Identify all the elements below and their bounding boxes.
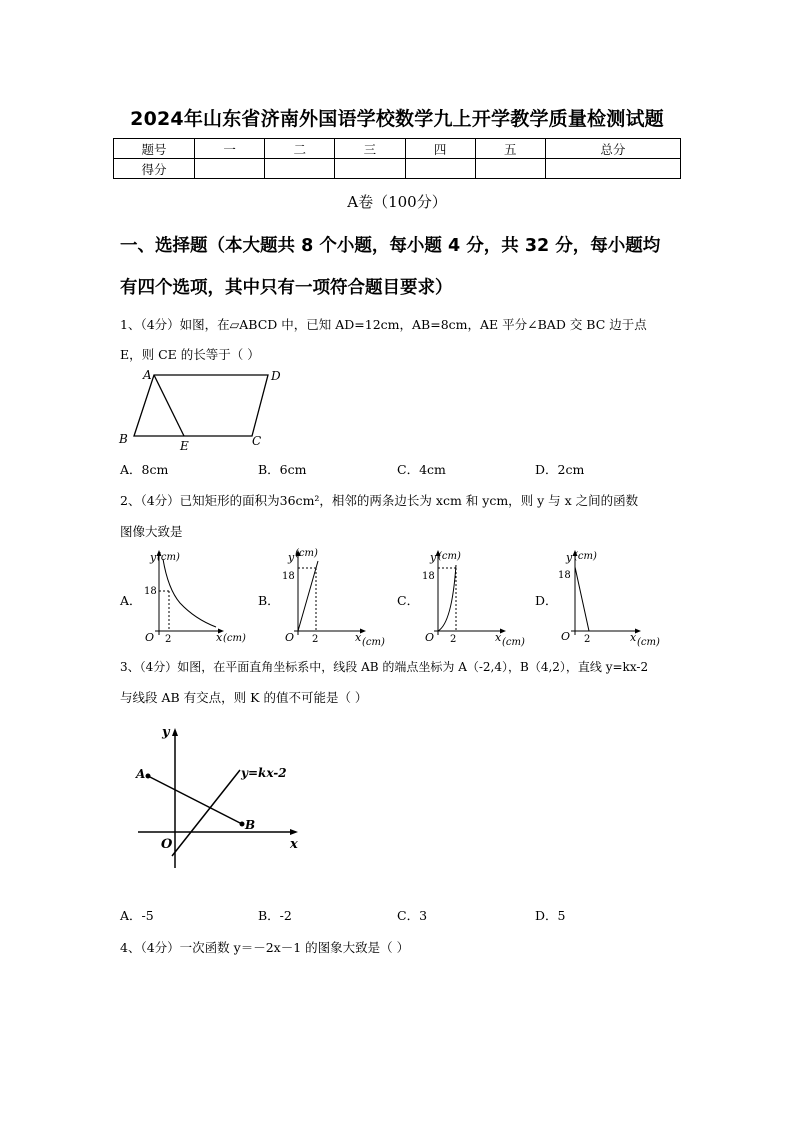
axis-label-y: y: [162, 725, 170, 740]
origin-label: O: [161, 837, 173, 852]
q1-option-c[interactable]: C．4cm: [397, 462, 446, 477]
axis-unit-y: (cm): [574, 551, 597, 562]
q3-coordinate-figure: [130, 720, 310, 880]
origin-label: O: [145, 631, 155, 644]
table-cell-blank: [195, 159, 265, 179]
tick-x: 2: [165, 634, 172, 645]
axis-label-y: y: [150, 551, 157, 564]
q2-graph-d: [557, 545, 672, 647]
part-heading-line2: 有四个选项，其中只有一项符合题目要求）: [120, 278, 453, 298]
tick-y: 18: [282, 571, 295, 582]
table-row: [114, 139, 681, 159]
label-E: E: [180, 439, 189, 453]
table-cell: 五: [475, 139, 545, 159]
table-cell: 题号: [114, 139, 195, 159]
label-A: A: [143, 368, 152, 382]
table-cell-blank: [335, 159, 405, 179]
tick-x: 2: [450, 634, 457, 645]
table-cell-blank: [405, 159, 475, 179]
q3-option-d[interactable]: D．5: [535, 908, 566, 923]
table-cell-blank: [545, 159, 680, 179]
axis-label-y: y: [430, 551, 437, 564]
label-D: D: [271, 369, 281, 383]
q4-text-line1: 4、（4分）一次函数 y＝－2x－1 的图象大致是（ ）: [120, 940, 410, 955]
table-cell: 三: [335, 139, 405, 159]
axis-unit-y: (cm): [157, 552, 180, 563]
label-C: C: [252, 434, 262, 448]
origin-label: O: [561, 630, 571, 643]
tick-y: 18: [144, 586, 157, 597]
q2-text-line2: 图像大致是: [120, 524, 183, 539]
q2-graph-a: [140, 545, 255, 647]
q2-option-d[interactable]: D．: [535, 593, 558, 608]
tick-x: 2: [312, 634, 319, 645]
part-heading-line1: 一、选择题（本大题共 8 个小题，每小题 4 分，共 32 分，每小题均: [120, 236, 661, 256]
tick-y: 18: [558, 570, 571, 581]
q1-parallelogram-figure: [112, 364, 292, 456]
q2-text-line1: 2、（4分）已知矩形的面积为36cm²，相邻的两条边长为 xcm 和 ycm，则 y 与 x 之间的函数: [120, 493, 639, 508]
axis-unit-x: (cm): [362, 637, 385, 647]
axis-label-y: y: [288, 551, 295, 564]
q2-option-c[interactable]: C．: [397, 593, 420, 608]
table-cell: 得分: [114, 159, 195, 179]
section-title: A卷（100分）: [347, 193, 447, 211]
axis-label-x: x: [355, 631, 362, 644]
q2-graph-b: [282, 545, 397, 647]
table-cell-blank: [475, 159, 545, 179]
point-b-label: B: [245, 818, 256, 832]
q1-option-a[interactable]: A．8cm: [120, 462, 169, 477]
origin-label: O: [425, 631, 435, 644]
origin-label: O: [285, 631, 295, 644]
score-table: [113, 138, 681, 179]
label-B: B: [119, 432, 128, 446]
q1-text-line2: E，则 CE 的长等于（ ）: [120, 347, 260, 362]
q2-graph-c: [422, 545, 537, 647]
table-cell: 二: [265, 139, 335, 159]
q1-option-b[interactable]: B．6cm: [258, 462, 307, 477]
line-label: y=kx-2: [241, 766, 287, 780]
axis-label-x: x: [630, 631, 637, 644]
point-a-label: A: [136, 767, 146, 781]
table-cell: 总分: [545, 139, 680, 159]
table-row: [114, 159, 681, 179]
axis-unit-x: (cm): [223, 633, 246, 644]
table-cell: 四: [405, 139, 475, 159]
axis-unit-y: (cm): [295, 548, 318, 559]
axis-unit-x: (cm): [502, 637, 525, 647]
table-cell-blank: [265, 159, 335, 179]
q3-option-a[interactable]: A．-5: [120, 908, 154, 923]
table-cell: 一: [195, 139, 265, 159]
axis-label-y: y: [566, 551, 573, 564]
axis-label-x: x: [216, 631, 223, 644]
q1-option-d[interactable]: D．2cm: [535, 462, 585, 477]
q3-text-line1: 3、（4分）如图，在平面直角坐标系中，线段 AB 的端点坐标为 A（-2,4），B（4,2），直线 y=kx-2: [120, 660, 649, 674]
axis-label-x: x: [290, 837, 298, 852]
q3-option-c[interactable]: C．3: [397, 908, 428, 923]
tick-y: 18: [422, 571, 435, 582]
axis-unit-y: (cm): [438, 551, 461, 562]
q3-text-line2: 与线段 AB 有交点，则 K 的值不可能是（ ）: [120, 690, 368, 705]
q3-option-b[interactable]: B．-2: [258, 908, 292, 923]
axis-label-x: x: [495, 631, 502, 644]
q1-text-line1: 1、（4分）如图，在▱ABCD 中，已知 AD=12cm，AB=8cm，AE 平分∠BAD 交 BC 边于点: [120, 317, 647, 332]
q2-option-b[interactable]: B．: [258, 593, 280, 608]
tick-x: 2: [584, 634, 591, 645]
axis-unit-x: (cm): [637, 637, 660, 647]
q2-option-a[interactable]: A．: [120, 593, 142, 608]
page-title: 2024年山东省济南外国语学校数学九上开学教学质量检测试题: [130, 108, 664, 130]
